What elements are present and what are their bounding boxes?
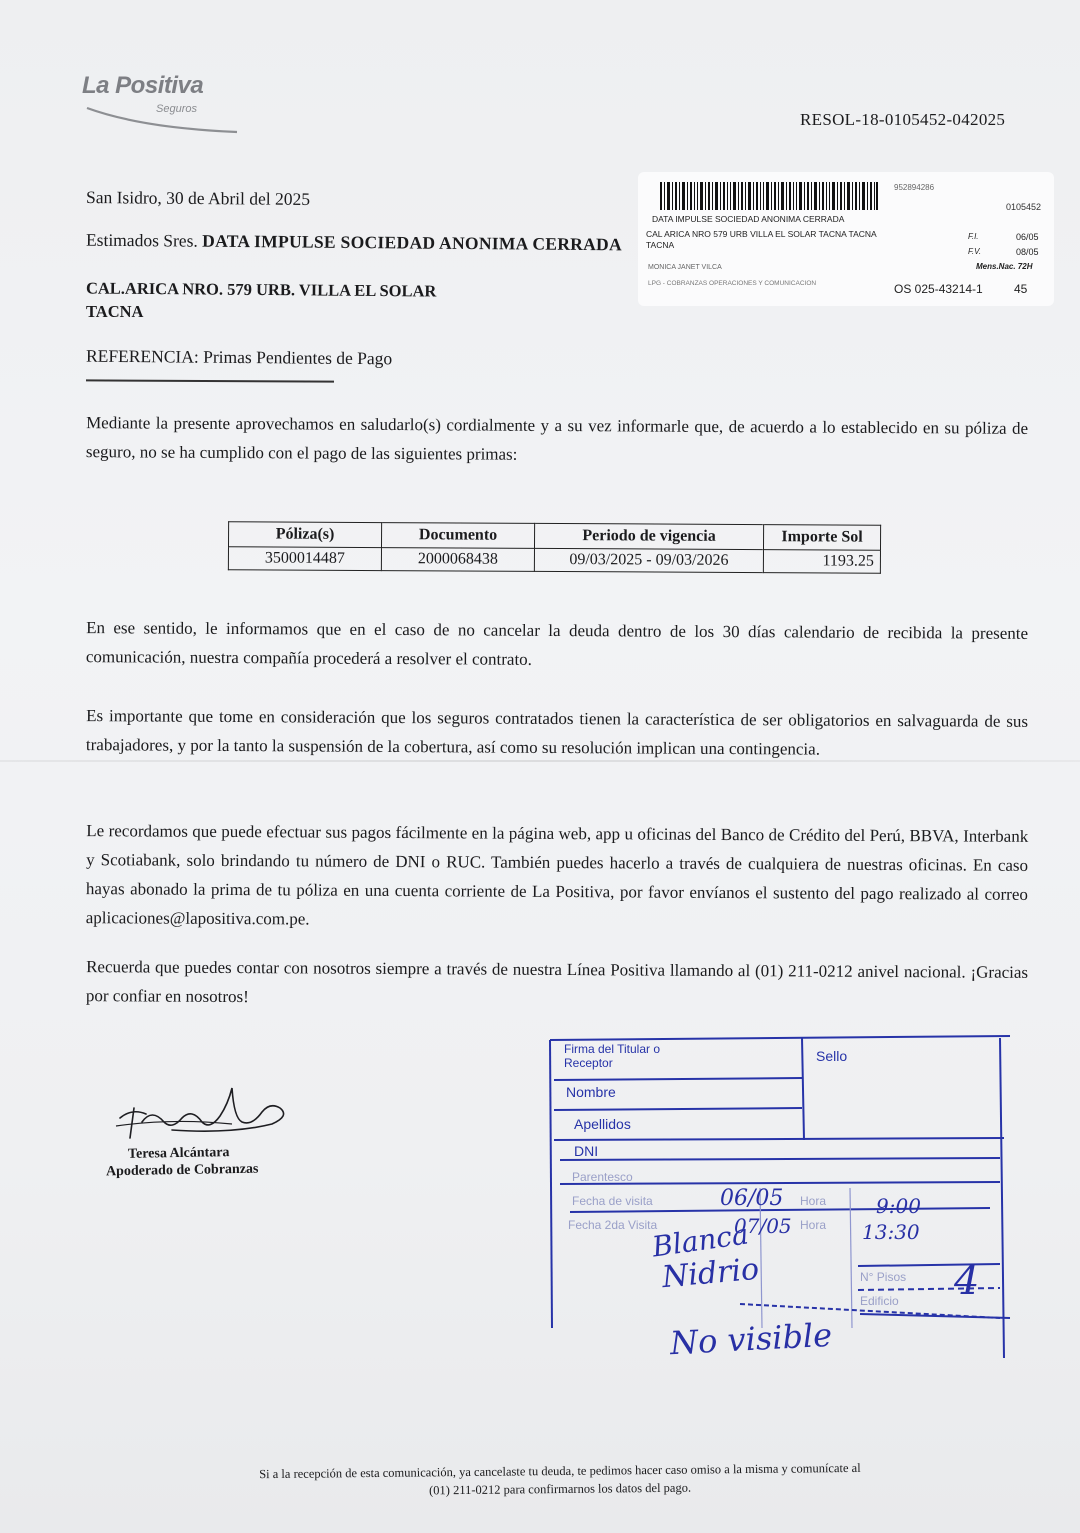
greeting: Estimados Sres. xyxy=(85,229,198,251)
stamp-label-firma: Firma del Titular o Receptor xyxy=(564,1042,661,1070)
stamp-label-apellidos: Apellidos xyxy=(574,1116,631,1132)
footer-line-1: Si a la recepción de esta comunicación, ya cancelaste tu deuda, te pedimos hacer caso omiso a la misma y comunícate al xyxy=(259,1460,861,1482)
fv-value: 08/05 xyxy=(1016,247,1039,257)
cell-documento: 2000068438 xyxy=(381,548,534,572)
table-header-row xyxy=(228,522,880,550)
barcode-icon xyxy=(660,182,878,210)
handwritten-color: Blanca xyxy=(650,1217,751,1264)
handwritten-material: Nidrio xyxy=(660,1251,761,1296)
label-agent: MONICA JANET VILCA xyxy=(648,264,722,271)
paragraph-resolution: En ese sentido, le informamos que en el caso de no cancelar la deuda dentro de los 30 días calendario de recibida la presente comunicación, nuestra compañía procederá a resolver el contrato. xyxy=(85,618,1029,669)
handwritten-pisos: 4 xyxy=(954,1258,980,1304)
la-positiva-logo xyxy=(82,72,232,142)
stamp-label-edificio: Edificio xyxy=(860,1294,899,1308)
label-number: 45 xyxy=(1014,282,1028,296)
label-code: 0105452 xyxy=(1006,202,1042,212)
signatory-role: Apoderado de Cobranzas xyxy=(105,1161,259,1180)
stamp-label-fecha-2da-visita: Fecha 2da Visita xyxy=(568,1218,658,1232)
paragraph-payment: Le recordamos que puede efectuar sus pagos fácilmente en la página web, app u oficinas del Banco de Crédito del Perú, BBVA, Interbank y Scotiabank, solo brindando tu número de DNI o RUC. También puedes hacerlo a través de cualquiera de nuestras oficinas. En caso hayas abonado la prima de tu póliza en una cuenta corriente de La Positiva, por favor envíanos el sustento del pago realizado al correo aplicaciones@lapositiva.com.pe. xyxy=(85,821,1029,929)
logo-subtitle: Seguros xyxy=(156,103,197,115)
logo-name: La Positiva xyxy=(82,72,204,99)
label-area: LPG - COBRANZAS OPERACIONES Y COMUNICACION xyxy=(648,280,817,287)
fv-label: F.V. xyxy=(968,247,982,256)
stamp-label-sello: Sello xyxy=(816,1048,848,1064)
signatory-name: Teresa Alcántara xyxy=(127,1145,230,1162)
stamp-label-hora-1: Hora xyxy=(800,1194,827,1208)
reception-stamp xyxy=(540,1028,1020,1363)
addressee-name: DATA IMPULSE SOCIEDAD ANONIMA CERRADA xyxy=(202,230,623,255)
paragraph-intro: Mediante la presente aprovechamos en saludarlo(s) cordialmente y a su vez informarle que, de acuerdo a lo establecido en su póliza de seguro, no se ha cumplido con el pago de las siguientes primas: xyxy=(85,413,1029,464)
stamp-label-parentesco: Parentesco xyxy=(572,1170,633,1184)
handwritten-hora-1: 9:00 xyxy=(876,1194,921,1218)
header-periodo: Periodo de vigencia xyxy=(534,523,763,549)
cell-periodo: 09/03/2025 - 09/03/2026 xyxy=(534,548,763,572)
footer-line-2: (01) 211-0212 para confirmarnos los datos del pago. xyxy=(429,1480,692,1498)
footer-note xyxy=(180,1458,940,1502)
fi-value: 06/05 xyxy=(1016,232,1039,242)
stamp-label-dni: DNI xyxy=(574,1143,599,1159)
cell-poliza: 3500014487 xyxy=(228,547,381,571)
header-poliza: Póliza(s) xyxy=(228,522,381,548)
label-company: DATA IMPULSE SOCIEDAD ANONIMA CERRADA xyxy=(652,214,845,224)
address-line-1: CAL.ARICA NRO. 579 URB. VILLA EL SOLAR xyxy=(85,278,437,301)
handwritten-fecha-2: 07/05 xyxy=(734,1214,792,1238)
barcode-number: 952894286 xyxy=(894,183,935,192)
handwritten-signature xyxy=(112,1078,302,1148)
handwritten-note: No visible xyxy=(669,1315,833,1363)
reference-line: REFERENCIA: Primas Pendientes de Pago xyxy=(85,345,393,369)
reference-code: RESOL-18-0105452-042025 xyxy=(800,110,1006,129)
mailing-label xyxy=(638,172,1054,306)
stamp-label-pisos: N° Pisos xyxy=(860,1270,907,1284)
premium-table xyxy=(228,521,881,573)
label-os: OS 025-43214-1 xyxy=(894,282,983,296)
stamp-label-hora-2: Hora xyxy=(800,1218,827,1232)
table-row xyxy=(228,547,880,573)
fi-label: F.I. xyxy=(968,232,979,241)
reference-underline xyxy=(86,379,334,382)
letter-date: San Isidro, 30 de Abril del 2025 xyxy=(85,187,311,209)
stamp-label-fecha-visita: Fecha de visita xyxy=(572,1194,653,1208)
label-address: CAL ARICA NRO 579 URB VILLA EL SOLAR TACNA TACNA TACNA xyxy=(646,229,877,250)
handwritten-fecha-1: 06/05 xyxy=(720,1186,784,1211)
header-importe: Importe Sol xyxy=(763,525,880,551)
cell-importe: 1193.25 xyxy=(763,550,880,574)
handwritten-hora-2: 13:30 xyxy=(862,1220,920,1244)
header-documento: Documento xyxy=(381,523,534,549)
label-service: Mens.Nac. 72H xyxy=(976,262,1033,271)
address-line-2: TACNA xyxy=(86,302,144,321)
addressee xyxy=(86,230,622,256)
paragraph-importance: Es importante que tome en consideración que los seguros contratados tienen la característica de ser obligatorios en salvaguarda de sus trabajadores, y por la tanto la suspensión de la cobertura, así como su resolución implican una contingencia. xyxy=(85,706,1029,759)
paragraph-contact: Recuerda que puedes contar con nosotros siempre a través de nuestra Línea Positiva llamando al (01) 211-0212 anivel nacional. ¡Gracias por confiar en nosotros! xyxy=(85,957,1029,1007)
stamp-label-nombre: Nombre xyxy=(566,1084,616,1100)
